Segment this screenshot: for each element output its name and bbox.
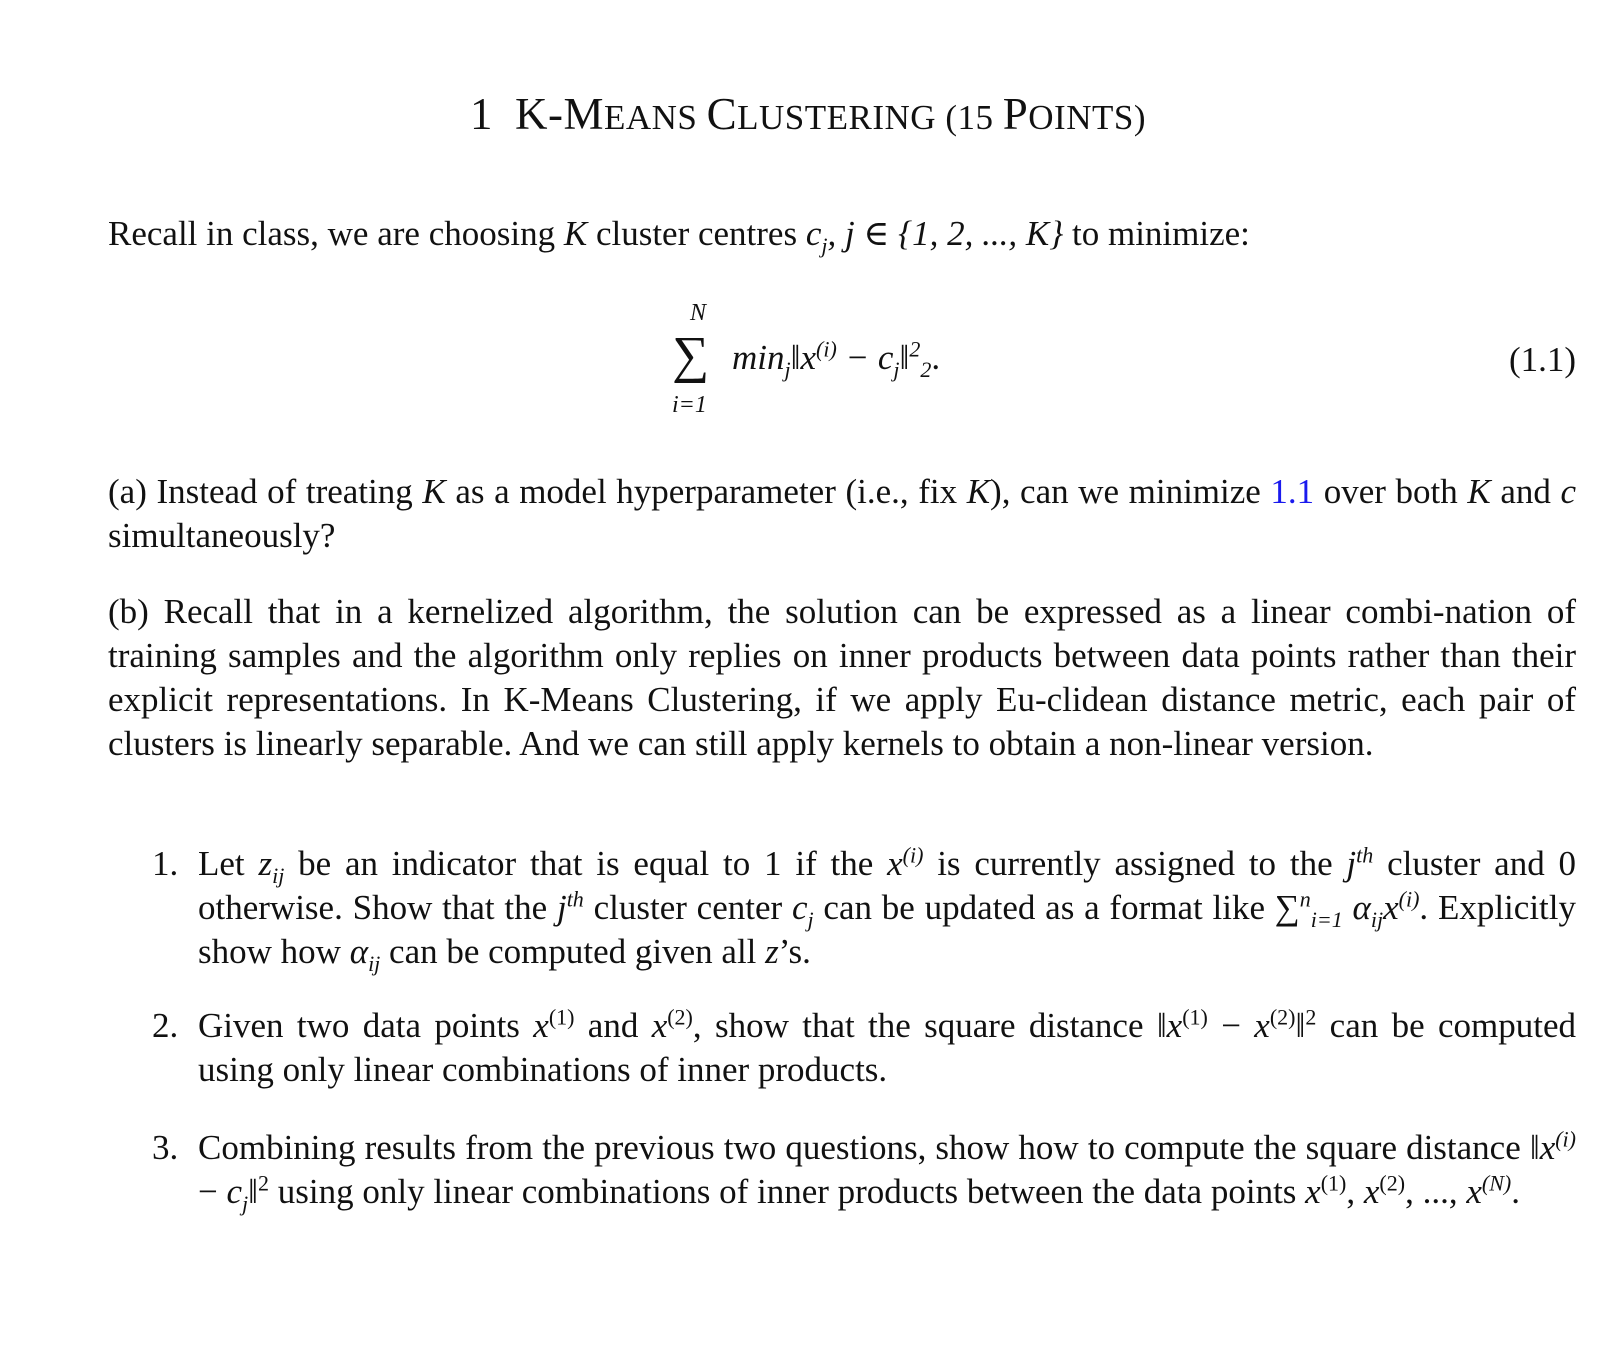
equation-reference-link[interactable]: 1.1	[1270, 472, 1315, 511]
equation-body: $\min_j‖x^{(i)}$ − $c_j‖^2_2$.	[732, 336, 941, 382]
equation-label: (1.1)	[1508, 340, 1576, 379]
section-number: 1	[469, 89, 493, 139]
section-title	[0, 88, 1616, 140]
sum-symbol: ∑	[672, 327, 710, 384]
title-text: K-MEANS CLUSTERING (15 POINTS)	[514, 89, 1146, 139]
list-item-3: 3. Combining results from the previous two questions, show how to compute the square distance $‖x^{(i)}$ − $c_j‖^2$ using only linear combinations of inner products between the data points $x^{(1)}$, $x^{(2)}$, ..., $x^{(N)}$.	[152, 1126, 1576, 1216]
part-b-paragraph: (b) Recall that in a kernelized algorithm, the solution can be expressed as a linear combi-nation of training samples and the algorithm only replies on inner products between data points rather than their explicit representations. In K-Means Clustering, if we apply Eu-clidean distance metric, each pair of clusters is linearly separable. And we can still apply kernels to obtain a non-linear version.	[108, 592, 1576, 763]
part-a-paragraph: (a) Instead of treating K as a model hyperparameter (i.e., fix K), can we minimize 1.1 over both K and c simultaneously?	[108, 472, 1576, 555]
intro-paragraph: Recall in class, we are choosing K cluster centres $c_j$, j ∈ {1, 2, ..., K} to minimize:	[108, 214, 1250, 258]
sum-lower-limit: i=1	[672, 392, 707, 418]
sum-upper-limit: N	[690, 300, 707, 326]
list-item-2: 2. Given two data points $x^{(1)}$ and $x^{(2)}$, show that the square distance $‖x^{(1)}$ − $x^{(2)}‖^2$ can be computed using only linear combinations of inner products.	[152, 1004, 1576, 1089]
list-item-1: 1. Let $z_{ij}$ be an indicator that is equal to 1 if the $x^{(i)}$ is currently assigned to the $j^{th}$ cluster and 0 otherwise. Show that the $j^{th}$ cluster center $c_j$ can be updated as a format like ∑$^n_{i=1}$ $\alpha_{ij}x^{(i)}$. Explicitly show how $\alpha_{ij}$ can be computed given all z’s.	[152, 842, 1577, 976]
equation-1-1	[0, 300, 1616, 420]
